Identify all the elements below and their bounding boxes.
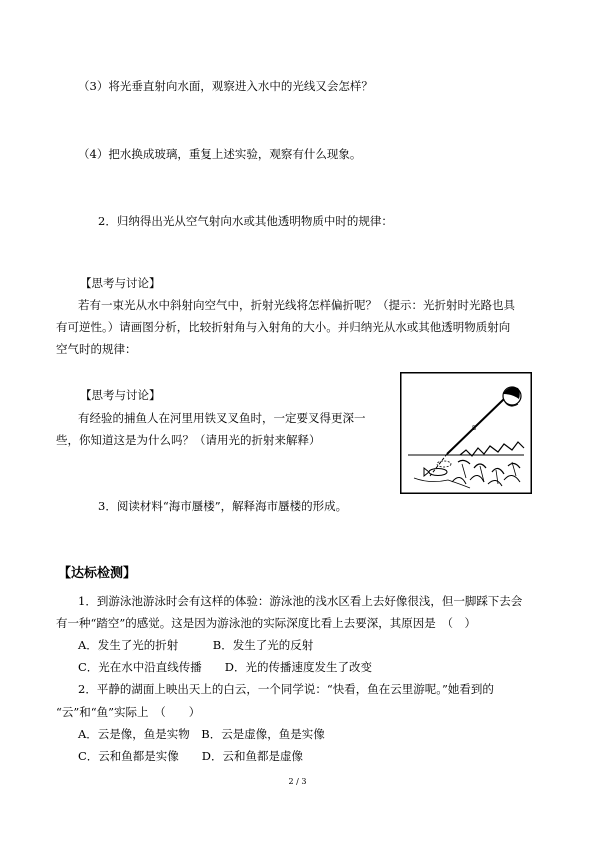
test-1-line-2: 有一种“踏空”的感觉。这是因为游泳池的实际深度比看上去要深，其原因是 （ ） (56, 616, 477, 630)
discussion-1-line-3: 空气时的规律： (56, 342, 137, 356)
question-3-text: （3）将光垂直射向水面，观察进入水中的光线又会怎样？ (78, 79, 373, 93)
discussion-2-line-2: 些，你知道这是为什么吗？（请用光的折射来解释） (56, 433, 321, 447)
page-number: 2 / 3 (288, 777, 307, 786)
discussion-1-line-1: 若有一束光从水中斜射向空气中，折射光线将怎样偏折呢？（提示：光折射时光路也具 (78, 298, 515, 312)
test-2-options-ab: A．云是像，鱼是实物 B．云是虚像，鱼是实像 (78, 727, 325, 741)
discussion-2-line-1: 有经验的捕鱼人在河里用铁叉叉鱼时，一定要叉得更深一 (78, 411, 366, 425)
summary-prompt-2: 2．归纳得出光从空气射向水或其他透明物质中时的规律： (98, 214, 393, 228)
figure-label-b: B (472, 425, 477, 432)
test-1-line-1: 1．到游泳池游泳时会有这样的体验：游泳池的浅水区看上去好像很浅，但一脚踩下去会 (78, 594, 523, 608)
fishing-refraction-figure (400, 372, 532, 494)
question-4-text: （4）把水换成玻璃，重复上述实验，观察有什么现象。 (78, 147, 362, 161)
reading-question-3: 3．阅读材料“海市蜃楼”，解释海市蜃楼的形成。 (98, 499, 348, 513)
discussion-1-line-2: 有可逆性。）请画图分析，比较折射角与入射角的大小。并归纳光从水或其他透明物质射向 (56, 320, 511, 334)
test-2-line-2: “云”和“鱼”实际上 （ ） (56, 705, 201, 719)
test-2-line-1: 2．平静的湖面上映出天上的白云，一个同学说：“快看，鱼在云里游呢。”她看到的 (78, 682, 494, 696)
test-2-options-cd: C．云和鱼都是实像 D．云和鱼都是虚像 (78, 749, 304, 763)
discussion-heading-2: 【思考与讨论】 (80, 388, 161, 402)
test-1-options-ab: A．发生了光的折射 B．发生了光的反射 (78, 638, 314, 652)
section-heading-assessment: 【达标检测】 (58, 566, 137, 581)
test-1-options-cd: C．光在水中沿直线传播 D．光的传播速度发生了改变 (78, 660, 373, 674)
discussion-heading-1: 【思考与讨论】 (80, 276, 161, 290)
